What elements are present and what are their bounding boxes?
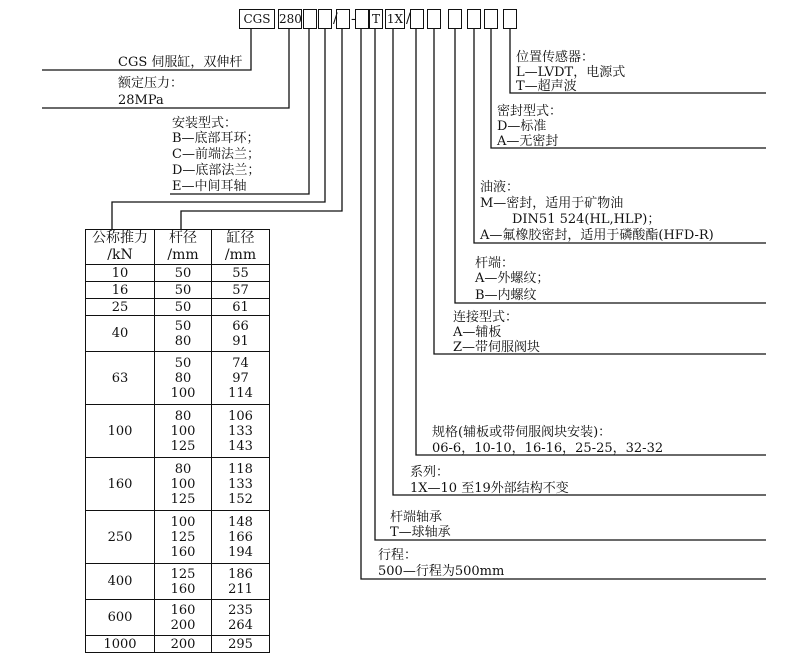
table-row: 10 50 55	[86, 265, 270, 282]
code-force-box	[318, 9, 332, 29]
mount-option-e: E—中间耳轴	[172, 179, 247, 194]
size-title: 规格(辅板或带伺服阀块安装)：	[432, 425, 612, 440]
rod-end-option-b: B—内螺纹	[475, 288, 537, 303]
size-values: 06-6，10-10，16-16，25-25，32-32	[432, 441, 664, 456]
code-seal-box	[484, 9, 498, 29]
header-force: 公称推力 /kN	[86, 230, 155, 265]
code-prefix-box: CGS	[239, 9, 275, 29]
mount-option-b: B—底部耳环；	[172, 131, 260, 146]
code-stroke-box	[355, 9, 369, 29]
table-row: 25 50 61	[86, 299, 270, 316]
code-rod-end-box	[448, 9, 462, 29]
code-size-box	[410, 9, 424, 29]
series-title: 系列：	[410, 465, 450, 480]
code-dash: -	[351, 11, 356, 27]
connection-option-z: Z—带伺服阀块	[453, 340, 541, 355]
sensor-option-l: L—LVDT，电源式	[516, 65, 626, 80]
bearing-title: 杆端轴承	[390, 510, 443, 525]
code-slash-2: /	[406, 11, 411, 27]
sensor-title: 位置传感器：	[516, 50, 595, 65]
sensor-option-t: T—超声波	[516, 79, 577, 94]
code-mount-box	[303, 9, 317, 29]
table-row: 400 125 160 186 211	[86, 564, 270, 600]
seal-option-d: D—标准	[497, 119, 547, 134]
seal-title: 密封型式：	[497, 104, 563, 119]
oil-option-a: A—氟橡胶密封，适用于磷酸酯(HFD-R)	[480, 228, 714, 243]
header-rod-diameter: 杆径 /mm	[155, 230, 212, 265]
code-series-box: 1X	[385, 9, 405, 29]
code-sensor-box	[503, 9, 517, 29]
connection-option-a: A—辅板	[453, 325, 502, 340]
table-row: 250 100 125 160 148 166 194	[86, 511, 270, 564]
table-row: 63 50 80 100 74 97 114	[86, 352, 270, 405]
seal-option-a: A—无密封	[497, 134, 559, 149]
pressure-value: 28MPa	[118, 93, 164, 108]
table-row: 16 50 57	[86, 282, 270, 299]
bearing-value: T—球轴承	[390, 525, 451, 540]
oil-title: 油液：	[480, 180, 520, 195]
table-row: 600 160 200 235 264	[86, 600, 270, 636]
code-bearing-box: T	[369, 9, 383, 29]
mount-title: 安装型式：	[172, 116, 238, 131]
table-header-row	[86, 230, 270, 265]
code-oil-box	[467, 9, 481, 29]
oil-option-m: M—密封，适用于矿物油	[480, 196, 624, 211]
rod-end-option-a: A—外螺纹；	[475, 271, 550, 286]
series-value: 1X—10 至19外部结构不变	[410, 481, 569, 496]
mount-option-d: D—底部法兰；	[172, 163, 261, 178]
mount-option-c: C—前端法兰；	[172, 147, 260, 162]
model-label: CGS 伺服缸，双伸杆	[118, 55, 243, 70]
oil-option-m-standard: DIN51 524(HL,HLP)；	[512, 212, 661, 227]
rod-end-title: 杆端：	[475, 256, 515, 271]
connection-title: 连接型式：	[453, 310, 519, 325]
code-slash-1: /	[333, 11, 338, 27]
stroke-value: 500—行程为500mm	[378, 564, 505, 579]
table-row: 160 80 100 125 118 133 152	[86, 458, 270, 511]
code-pressure-box: 280	[278, 9, 302, 29]
table-row: 100 80 100 125 106 133 143	[86, 405, 270, 458]
header-bore-diameter: 缸径 /mm	[212, 230, 270, 265]
code-rod-box	[336, 9, 350, 29]
table-row: 1000 200 295	[86, 636, 270, 653]
spec-table	[85, 229, 270, 653]
code-connection-box	[427, 9, 441, 29]
pressure-title: 额定压力：	[118, 76, 184, 91]
table-row: 40 50 80 66 91	[86, 316, 270, 352]
stroke-title: 行程：	[378, 548, 418, 563]
